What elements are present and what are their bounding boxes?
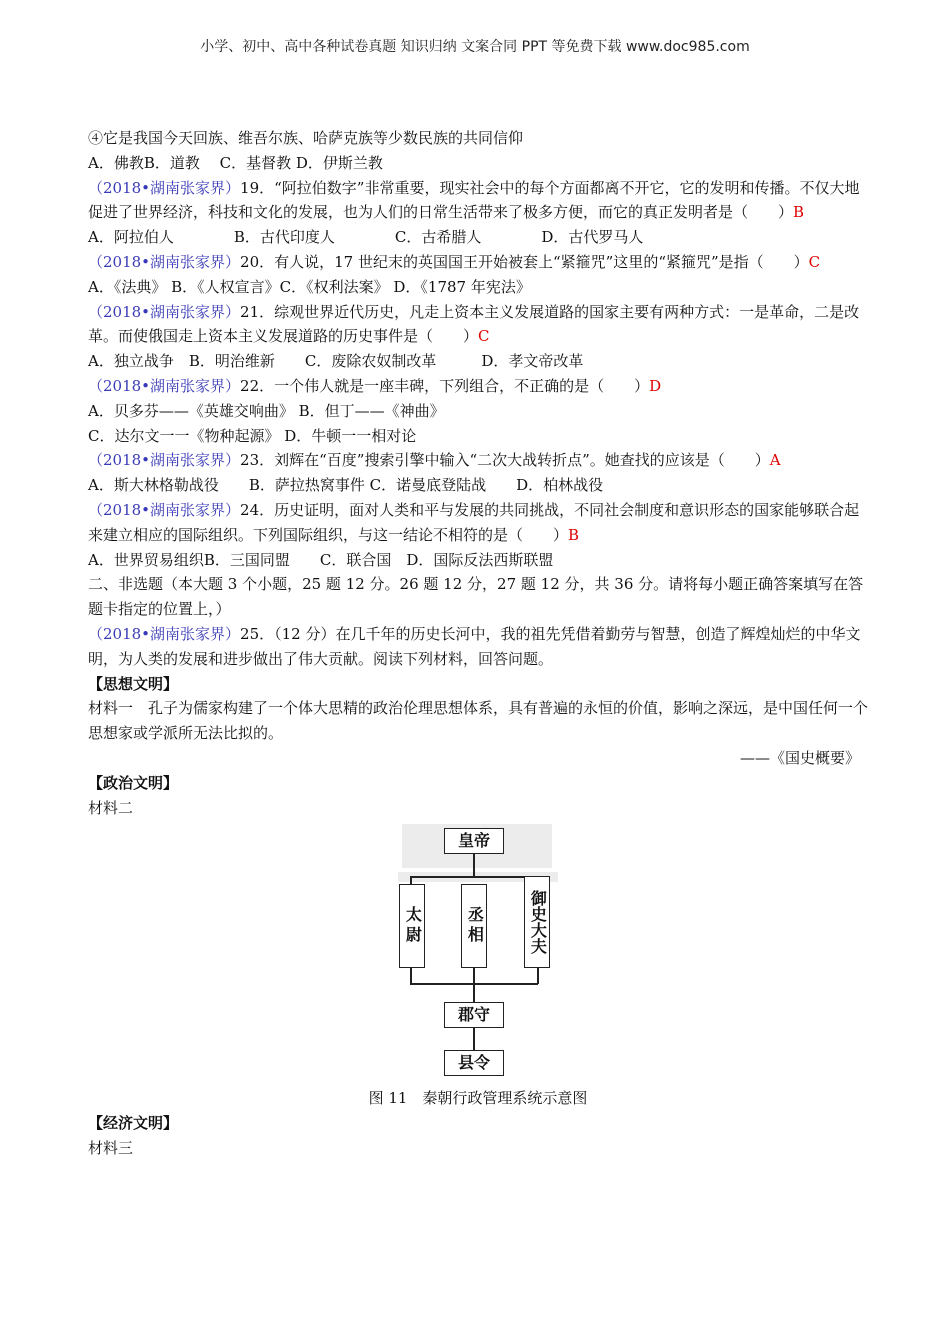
connector — [537, 968, 539, 984]
source-tag: （2018•湖南张家界） — [88, 376, 241, 395]
section-heading: 【政治文明】 — [88, 773, 179, 792]
text-line: A．斯大林格勒战役 B．萨拉热窝事件 C．诺曼底登陆战 D．柏林战役 — [88, 476, 604, 495]
source-tag: （2018•湖南张家界） — [88, 500, 241, 519]
question-text: 24．历史证明，面对人类和平与发展的共同挑战，不同社会制度和意识形态的国家能够联合起来建立相应的国际组织。下列国际组织，与这一结论不相符的是（ ） — [88, 500, 860, 544]
question-text: 22．一个伟人就是一座丰碑，下列组合，不正确的是（ ） — [240, 376, 650, 395]
answer-key: C — [478, 327, 490, 346]
question-text: 19．“阿拉伯数字”非常重要，现实社会中的每个方面都离不开它，它的发明和传播。不仅大地促进了世界经济，科技和文化的发展，也为人们的日常生活带来了极多方便，而它的真正发明者是（ ） — [88, 178, 860, 222]
emperor-box: 皇帝 — [444, 828, 504, 854]
xianling-box: 县令 — [444, 1050, 504, 1076]
chengxiang-box: 丞相 — [461, 884, 487, 968]
text-line: ④它是我国今天回族、维吾尔族、哈萨克族等少数民族的共同信仰 — [88, 129, 524, 147]
taiwei-box: 太尉 — [399, 884, 425, 968]
question-text: 25．（12 分）在几千年的历史长河中，我的祖先凭借着勤劳与智慧，创造了辉煌灿烂的中华文明，为人类的发展和进步做出了伟大贡献。阅读下列材料，回答问题。 — [88, 624, 861, 668]
source-tag: （2018•湖南张家界） — [88, 451, 241, 470]
question-text: 23．刘辉在“百度”搜索引擎中输入“二次大战转折点”。她查找的应该是（ ） — [240, 451, 770, 470]
connector — [410, 876, 412, 884]
question-lines — [88, 126, 868, 820]
junshou-box: 郡守 — [444, 1002, 504, 1028]
question-line — [88, 176, 868, 226]
document-body — [88, 126, 868, 1161]
text-line: 材料二 — [88, 798, 134, 817]
source-tag: （2018•湖南张家界） — [88, 624, 241, 643]
question-line — [88, 622, 868, 672]
answer-key: B — [568, 525, 580, 544]
text-line: A．《法典》 B．《人权宣言》C．《权利法案》 D．《1787 年宪法》 — [88, 277, 531, 296]
text-line: A．世界贸易组织B．三国同盟 C．联合国 D．国际反法西斯联盟 — [88, 550, 554, 569]
question-line — [88, 498, 868, 548]
text-line: A．佛教B．道教 C．基督教 D．伊斯兰教 — [88, 153, 383, 172]
source-tag: （2018•湖南张家界） — [88, 252, 241, 271]
source-citation: ——《国史概要》 — [739, 748, 860, 767]
text-line: A．独立战争 B．明治维新 C．废除农奴制改革 D．孝文帝改革 — [88, 352, 584, 371]
text-line: 二、非选题（本大题 3 个小题，25 题 12 分。26 题 12 分，27 题 12 分，共 36 分。请将每小题正确答案填写在答题卡指定的位置上，） — [88, 575, 864, 619]
text-line: C．达尔文一一《物种起源》 D．牛顿一一相对论 — [88, 426, 417, 445]
diagram-caption: 图 11 秦朝行政管理系统示意图 — [368, 1089, 588, 1108]
after-lines — [88, 1111, 868, 1161]
connector — [473, 968, 475, 1002]
text-line: 材料三 — [88, 1138, 134, 1157]
question-line — [88, 374, 868, 399]
question-line — [88, 448, 868, 473]
section-heading: 【经济文明】 — [88, 1114, 179, 1133]
source-tag: （2018•湖南张家界） — [88, 302, 241, 321]
answer-key: D — [649, 376, 662, 395]
section-heading: 【思想文明】 — [88, 674, 179, 693]
yushi-box: 御史大夫 — [524, 876, 550, 968]
connector — [410, 968, 412, 984]
connector — [410, 876, 538, 878]
page-header: 小学、初中、高中各种试卷真题 知识归纳 文案合同 PPT 等免费下载 www.doc985.com — [200, 39, 750, 55]
text-line: 材料一 孔子为儒家构建了一个体大思精的政治伦理思想体系，具有普遍的永恒的价值，影响之深远，是中国任何一个思想家或学派所无法比拟的。 — [88, 699, 869, 743]
text-line: A．阿拉伯人 B．古代印度人 C．古希腊人 D．古代罗马人 — [88, 228, 644, 247]
answer-key: A — [769, 451, 781, 470]
qin-admin-diagram — [88, 824, 868, 1086]
question-line — [88, 300, 868, 350]
source-tag: （2018•湖南张家界） — [88, 178, 241, 197]
answer-key: C — [808, 252, 821, 271]
text-line: A．贝多芬——《英雄交响曲》 B．但丁——《神曲》 — [88, 401, 445, 420]
connector — [473, 1028, 475, 1050]
question-line — [88, 250, 868, 275]
answer-key: B — [793, 203, 805, 222]
connector — [473, 854, 475, 876]
question-text: 20．有人说，17 世纪末的英国国王开始被套上“紧箍咒”这里的“紧箍咒”是指（ ） — [240, 252, 809, 271]
question-text: 21．综观世界近代历史，凡走上资本主义发展道路的国家主要有两种方式：一是革命，二是改革。而使俄国走上资本主义发展道路的历史事件是（ ） — [88, 302, 860, 346]
